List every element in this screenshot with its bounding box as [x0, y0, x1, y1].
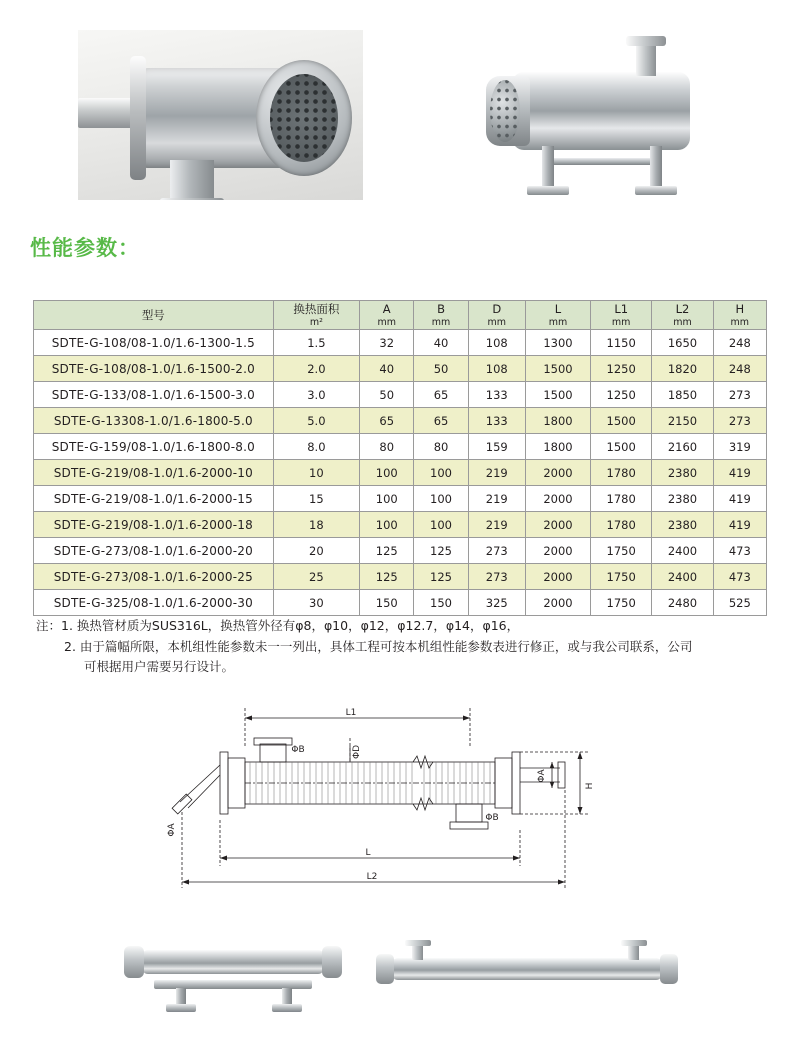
- product-photo-long-unit: [372, 928, 684, 1020]
- cell-l1: 1750: [591, 564, 652, 590]
- cell-model: SDTE-G-219/08-1.0/1.6-2000-18: [34, 512, 274, 538]
- table-row: [34, 408, 767, 434]
- cell-a: 80: [360, 434, 414, 460]
- header-cell-area: [273, 301, 359, 330]
- product-photo-assembled-unit: [450, 30, 740, 210]
- bottom-nozzle: [456, 804, 482, 822]
- cell-l: 2000: [525, 564, 590, 590]
- header-cell-l2: [652, 301, 713, 330]
- header-unit: mm: [548, 316, 568, 328]
- cell-l: 1500: [525, 382, 590, 408]
- cell-model: SDTE-G-325/08-1.0/1.6-2000-30: [34, 590, 274, 616]
- cell-area: 5.0: [273, 408, 359, 434]
- product-photo-tube-sheet: [78, 30, 363, 200]
- cell-l1: 1250: [591, 382, 652, 408]
- cell-b: 40: [414, 330, 468, 356]
- cell-area: 10: [273, 460, 359, 486]
- cell-b: 80: [414, 434, 468, 460]
- note-line-1: 注：1. 换热管材质为SUS316L，换热管外径有φ8，φ10，φ12，φ12.7，φ14，φ16，: [36, 618, 520, 633]
- right-nozzle-flange: [558, 762, 565, 788]
- cell-l2: 2400: [652, 538, 713, 564]
- spec-table-wrapper: [33, 300, 767, 616]
- table-row: [34, 486, 767, 512]
- cell-b: 125: [414, 538, 468, 564]
- table-header-row: [34, 301, 767, 330]
- cell-l: 2000: [525, 460, 590, 486]
- exchanger-shell: [392, 958, 662, 980]
- support-foot: [272, 1004, 302, 1012]
- header-cell-l: [525, 301, 590, 330]
- cell-model: SDTE-G-13308-1.0/1.6-1800-5.0: [34, 408, 274, 434]
- left-nozzle-pipe: [180, 765, 220, 802]
- right-flange: [512, 752, 520, 814]
- header-cell-b: [414, 301, 468, 330]
- cell-l: 2000: [525, 538, 590, 564]
- table-row: [34, 330, 767, 356]
- cell-l: 2000: [525, 486, 590, 512]
- cell-b: 125: [414, 564, 468, 590]
- cell-area: 18: [273, 512, 359, 538]
- cell-a: 100: [360, 512, 414, 538]
- cell-a: 100: [360, 460, 414, 486]
- cell-d: 159: [468, 434, 525, 460]
- cell-h: 248: [713, 330, 766, 356]
- cell-d: 108: [468, 356, 525, 382]
- label-l1: L1: [345, 708, 357, 718]
- cell-a: 125: [360, 564, 414, 590]
- left-flange: [220, 752, 228, 814]
- cell-h: 473: [713, 564, 766, 590]
- cell-l2: 2160: [652, 434, 713, 460]
- cell-area: 25: [273, 564, 359, 590]
- cell-l: 1500: [525, 356, 590, 382]
- bottom-photo-row: [0, 920, 800, 1030]
- table-row: [34, 356, 767, 382]
- label-h: H: [585, 782, 595, 790]
- cell-l1: 1780: [591, 460, 652, 486]
- cell-l: 1300: [525, 330, 590, 356]
- cell-h: 525: [713, 590, 766, 616]
- table-row: [34, 434, 767, 460]
- cell-d: 219: [468, 512, 525, 538]
- cell-a: 65: [360, 408, 414, 434]
- support-leg: [542, 146, 554, 188]
- cell-d: 325: [468, 590, 525, 616]
- tube-bundle: [270, 74, 338, 162]
- end-cap: [322, 946, 342, 978]
- cell-model: SDTE-G-108/08-1.0/1.6-1500-2.0: [34, 356, 274, 382]
- label-l: L: [365, 848, 371, 858]
- cell-h: 319: [713, 434, 766, 460]
- label-l2: L2: [366, 872, 378, 882]
- cell-l1: 1150: [591, 330, 652, 356]
- cell-l2: 2150: [652, 408, 713, 434]
- cell-l1: 1500: [591, 434, 652, 460]
- end-cap: [124, 946, 144, 978]
- cell-l2: 2400: [652, 564, 713, 590]
- header-label: A: [382, 302, 391, 317]
- cell-l2: 2380: [652, 460, 713, 486]
- cell-l2: 1850: [652, 382, 713, 408]
- section-title: 性能参数：: [30, 236, 140, 260]
- nozzle-flange: [621, 940, 647, 946]
- left-head: [228, 758, 245, 808]
- header-cell-h: [713, 301, 766, 330]
- support-foot: [166, 1004, 196, 1012]
- support-foot: [527, 186, 569, 195]
- header-cell-l1: [591, 301, 652, 330]
- nozzle-neck: [170, 160, 214, 200]
- nozzle: [628, 944, 639, 960]
- cell-d: 133: [468, 408, 525, 434]
- cell-area: 20: [273, 538, 359, 564]
- label-phi-a-right: ΦA: [537, 769, 547, 783]
- cell-l1: 1780: [591, 512, 652, 538]
- cell-area: 2.0: [273, 356, 359, 382]
- cell-l2: 1820: [652, 356, 713, 382]
- support-crossbar: [542, 158, 662, 165]
- cell-a: 50: [360, 382, 414, 408]
- exchanger-body: [512, 72, 690, 150]
- cell-d: 108: [468, 330, 525, 356]
- support-foot: [635, 186, 677, 195]
- technical-drawing: [140, 690, 660, 910]
- label-phi-b-bottom: ΦB: [485, 813, 499, 823]
- cell-area: 3.0: [273, 382, 359, 408]
- cell-b: 100: [414, 486, 468, 512]
- cell-l1: 1750: [591, 538, 652, 564]
- table-notes: [36, 616, 776, 678]
- cell-b: 65: [414, 382, 468, 408]
- header-label: B: [437, 302, 445, 317]
- cell-a: 150: [360, 590, 414, 616]
- label-phi-b-top: ΦB: [291, 745, 305, 755]
- bottom-nozzle-flange: [450, 822, 488, 829]
- header-label: L: [554, 302, 562, 317]
- product-photo-legged-unit: [118, 928, 348, 1020]
- cell-b: 65: [414, 408, 468, 434]
- cell-d: 133: [468, 382, 525, 408]
- header-unit: m²: [309, 316, 323, 328]
- label-phi-a-left: ΦA: [167, 823, 177, 837]
- header-label: 换热面积: [293, 302, 340, 317]
- cell-d: 219: [468, 460, 525, 486]
- nozzle-flange: [405, 940, 431, 946]
- cell-model: SDTE-G-273/08-1.0/1.6-2000-25: [34, 564, 274, 590]
- cell-area: 30: [273, 590, 359, 616]
- cell-l1: 1750: [591, 590, 652, 616]
- header-cell-model: [34, 301, 274, 330]
- note-line-3: 可根据用户需要另行设计。: [84, 659, 235, 675]
- end-cap: [660, 954, 678, 984]
- header-unit: mm: [730, 316, 750, 328]
- cell-d: 219: [468, 486, 525, 512]
- exchanger-shell: [142, 950, 324, 974]
- cell-l1: 1780: [591, 486, 652, 512]
- header-unit: mm: [487, 316, 507, 328]
- cell-b: 50: [414, 356, 468, 382]
- header-cell-d: [468, 301, 525, 330]
- note-line-2: 2. 由于篇幅所限，本机组性能参数未一一列出，具体工程可按本机组性能参数表进行修正，或与我公司联系，公司: [64, 638, 693, 654]
- cell-h: 273: [713, 408, 766, 434]
- header-cell-a: [360, 301, 414, 330]
- cell-l2: 2380: [652, 512, 713, 538]
- header-label: H: [735, 302, 745, 317]
- header-unit: mm: [611, 316, 631, 328]
- header-label: 型号: [141, 307, 165, 322]
- cell-a: 100: [360, 486, 414, 512]
- cell-h: 419: [713, 486, 766, 512]
- table-row: [34, 382, 767, 408]
- cell-d: 273: [468, 538, 525, 564]
- label-phi-d: ΦD: [352, 744, 362, 760]
- right-head: [495, 758, 512, 808]
- cell-l: 2000: [525, 590, 590, 616]
- table-row: [34, 564, 767, 590]
- cell-model: SDTE-G-159/08-1.0/1.6-1800-8.0: [34, 434, 274, 460]
- table-row: [34, 590, 767, 616]
- cell-h: 419: [713, 460, 766, 486]
- cell-l2: 2480: [652, 590, 713, 616]
- cell-model: SDTE-G-273/08-1.0/1.6-2000-20: [34, 538, 274, 564]
- cell-l: 1800: [525, 408, 590, 434]
- cell-l2: 1650: [652, 330, 713, 356]
- cell-model: SDTE-G-108/08-1.0/1.6-1300-1.5: [34, 330, 274, 356]
- cell-model: SDTE-G-133/08-1.0/1.6-1500-3.0: [34, 382, 274, 408]
- nozzle: [412, 944, 423, 960]
- header-unit: mm: [377, 316, 396, 328]
- cell-l2: 2380: [652, 486, 713, 512]
- end-cap: [376, 954, 394, 984]
- cell-l1: 1250: [591, 356, 652, 382]
- top-nozzle: [260, 744, 286, 762]
- cell-model: SDTE-G-219/08-1.0/1.6-2000-10: [34, 460, 274, 486]
- performance-parameters-table: [33, 300, 767, 616]
- table-row: [34, 538, 767, 564]
- top-nozzle-flange: [626, 36, 666, 46]
- header-label: L2: [675, 302, 690, 317]
- cell-a: 125: [360, 538, 414, 564]
- shell-flange: [130, 56, 146, 180]
- cell-area: 8.0: [273, 434, 359, 460]
- cell-b: 100: [414, 460, 468, 486]
- table-row: [34, 460, 767, 486]
- cell-d: 273: [468, 564, 525, 590]
- cell-h: 273: [713, 382, 766, 408]
- top-photo-row: [0, 22, 800, 212]
- cell-h: 248: [713, 356, 766, 382]
- cell-l: 1800: [525, 434, 590, 460]
- cell-area: 1.5: [273, 330, 359, 356]
- table-row: [34, 512, 767, 538]
- cell-area: 15: [273, 486, 359, 512]
- cell-b: 100: [414, 512, 468, 538]
- dimension-drawing-svg: [140, 690, 660, 910]
- header-unit: mm: [673, 316, 692, 328]
- cell-model: SDTE-G-219/08-1.0/1.6-2000-15: [34, 486, 274, 512]
- cell-b: 150: [414, 590, 468, 616]
- support-leg: [650, 146, 662, 188]
- cell-a: 32: [360, 330, 414, 356]
- nozzle-flange: [160, 198, 224, 200]
- header-label: D: [492, 302, 502, 317]
- top-nozzle: [636, 42, 656, 76]
- cell-h: 419: [713, 512, 766, 538]
- cell-a: 40: [360, 356, 414, 382]
- left-nozzle-flange: [172, 794, 192, 814]
- cell-h: 473: [713, 538, 766, 564]
- header-unit: mm: [431, 316, 451, 328]
- cell-l: 2000: [525, 512, 590, 538]
- header-label: L1: [614, 302, 629, 317]
- cell-l1: 1500: [591, 408, 652, 434]
- bolt-circle: [490, 80, 520, 142]
